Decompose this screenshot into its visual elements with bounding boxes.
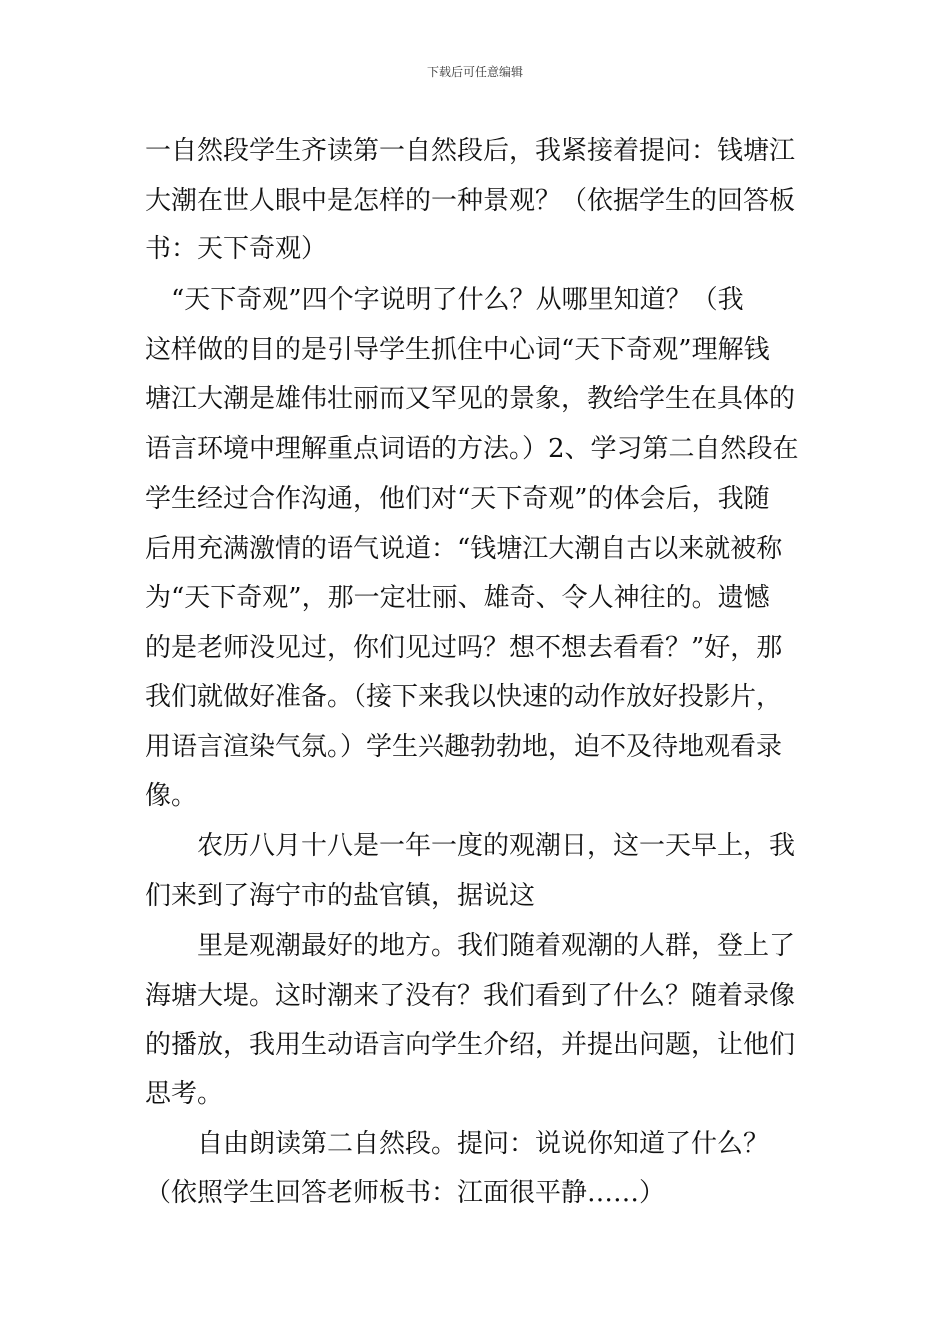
text-line: 的是老师没见过，你们见过吗？想不想去看看？”好，那 (145, 633, 783, 663)
text-line: 学生经过合作沟通，他们对“天下奇观”的体会后，我随 (145, 484, 770, 514)
text-line: 农历八月十八是一年一度的观潮日，这一天早上，我 (145, 831, 796, 861)
text-line: 塘江大潮是雄伟壮丽而又罕见的景象，教给学生在具体的 (145, 384, 796, 414)
page-header: 下载后可任意编辑 (426, 65, 523, 79)
text-line: 们来到了海宁市的盐官镇，据说这 (145, 881, 536, 911)
text-line: 后用充满激情的语气说道：“钱塘江大潮自古以来就被称 (145, 534, 783, 564)
text-line: 语言环境中理解重点词语的方法。）2、学习第二自然段在 (145, 434, 799, 464)
text-line: 这样做的目的是引导学生抓住中心词“天下奇观”理解钱 (145, 335, 770, 365)
text-line: 用语言渲染气氛。）学生兴趣勃勃地，迫不及待地观看录 (145, 732, 783, 762)
text-line: 思考。 (145, 1079, 224, 1109)
text-line: 我们就做好准备。（接下来我以快速的动作放好投影片， (145, 682, 783, 712)
text-line: 海塘大堤。这时潮来了没有？我们看到了什么？随着录像 (145, 981, 796, 1011)
text-line: 自由朗读第二自然段。提问：说说你知道了什么？ (145, 1129, 770, 1159)
text-line: 为“天下奇观”，那一定壮丽、雄奇、令人神往的。遗憾 (145, 583, 770, 613)
text-line: 里是观潮最好的地方。我们随着观潮的人群，登上了 (145, 931, 796, 961)
text-line: “天下奇观”四个字说明了什么？从哪里知道？（我 (145, 285, 744, 315)
text-line: 像。 (145, 781, 198, 811)
text-line: 大潮在世人眼中是怎样的一种景观？（依据学生的回答板 (145, 186, 796, 216)
text-line: 书：天下奇观） (145, 234, 328, 264)
text-line: 一自然段学生齐读第一自然段后，我紧接着提问：钱塘江 (145, 136, 796, 166)
text-line: 的播放，我用生动语言向学生介绍，并提出问题，让他们 (145, 1030, 796, 1060)
text-line: （依照学生回答老师板书：江面很平静……） (145, 1178, 666, 1208)
